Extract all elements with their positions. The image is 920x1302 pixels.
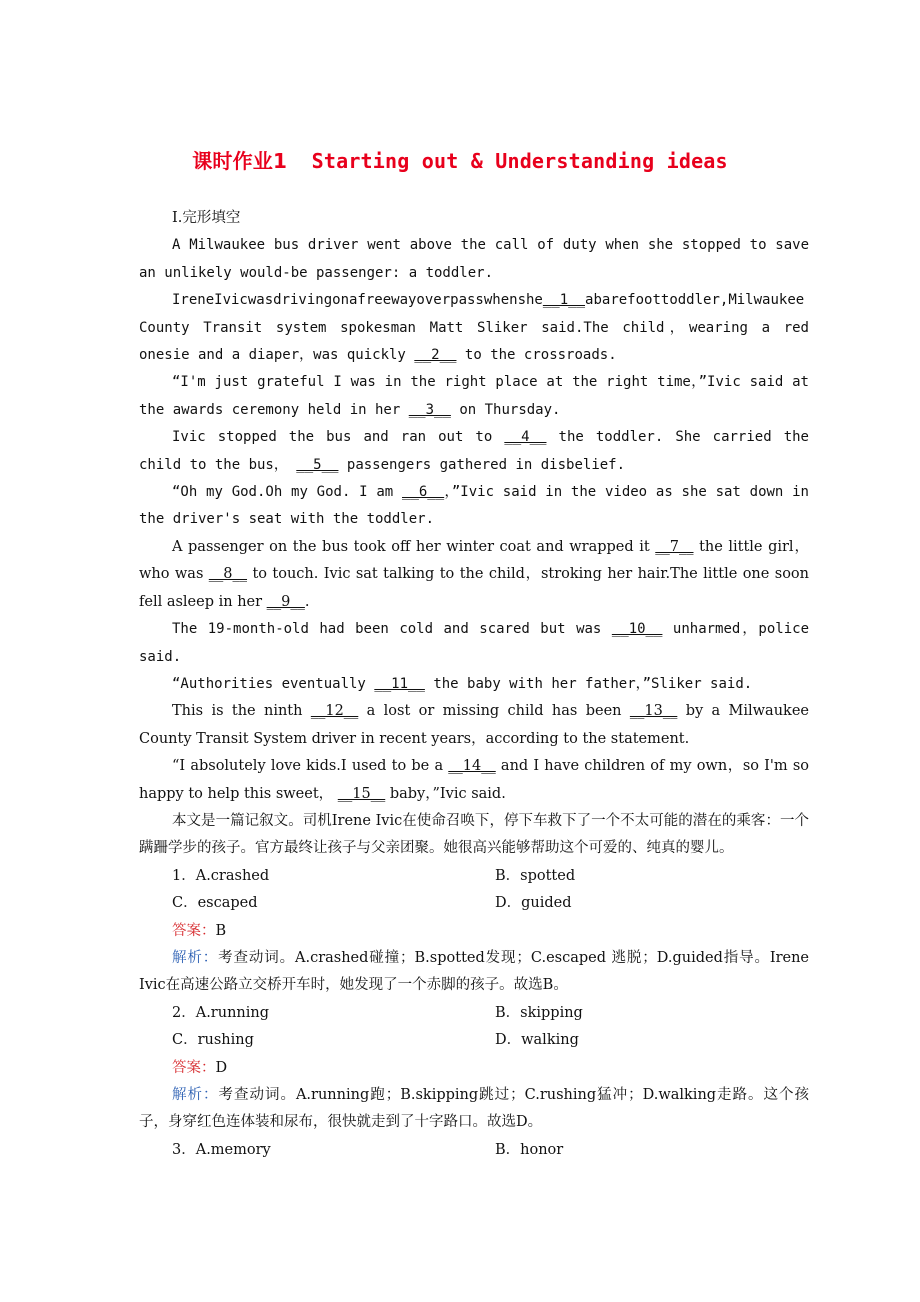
passage-paragraph — [139, 671, 809, 698]
passage-paragraph — [139, 369, 809, 424]
page-title — [0, 145, 920, 174]
question-1-options-row-2 — [139, 890, 809, 917]
passage-text: “Oh my God.Oh my God. I am — [172, 484, 394, 501]
title-chinese: 课时作业1 — [192, 149, 288, 173]
passage-text: unharmed，police said. — [139, 621, 809, 665]
explanation — [139, 945, 809, 1000]
explanation-text: 考查动词。A.crashed碰撞；B.spotted发现；C.escaped 逃脱；D.guided指导。Irene Ivic在高速公路立交桥开车时，她发现了一个赤脚的孩子。故选B。 — [139, 949, 809, 994]
passage-text: and I have children of my own，so I'm so happy to help this sweet， — [139, 758, 810, 802]
passage-text: a lost or missing child has been — [366, 703, 622, 720]
blank-15: __15__ — [337, 785, 386, 802]
passage-text: the toddler. She carried the child to the bus， — [139, 429, 809, 473]
answer-label: 答案： — [172, 922, 216, 939]
blank-7: __7__ — [655, 538, 694, 555]
option-a: 1．A.crashed — [172, 867, 270, 884]
passage-text: . — [304, 593, 310, 610]
passage-paragraph — [139, 753, 809, 808]
blank-2: __2__ — [414, 347, 457, 364]
passage-text: “I absolutely love kids.I used to be a — [172, 758, 444, 775]
question-1-options-row-1 — [139, 863, 809, 890]
passage-text: abarefoottoddler,Milwaukee County Transit system spokesman Matt Sliker said.The child，wearing a red onesie and a diaper，was quickly — [139, 292, 809, 364]
option-d: D．walking — [495, 1032, 579, 1049]
passage-text: on Thursday. — [459, 401, 561, 418]
passage-paragraph — [139, 616, 809, 671]
answer-value: D — [215, 1059, 228, 1076]
blank-13: __13__ — [629, 703, 678, 720]
passage-text: the little girl，who was — [139, 538, 810, 583]
blank-4: __4__ — [504, 429, 547, 446]
passage-text: passengers gathered in disbelief. — [346, 456, 626, 473]
blank-12: __12__ — [310, 703, 359, 720]
passage-text: ，”Ivic said in the video as she sat down in the driver's seat with the toddler. — [139, 484, 809, 528]
passage-paragraph — [139, 698, 809, 753]
blank-8: __8__ — [208, 566, 248, 583]
title-english: Starting out & Understanding ideas — [311, 149, 728, 173]
passage-paragraph — [139, 424, 809, 479]
passage-text: IreneIvicwasdrivingonafreewayoverpasswhenshe — [172, 292, 543, 309]
explanation-label: 解析： — [172, 1087, 219, 1103]
passage-text: baby，”Ivic said. — [389, 785, 506, 802]
passage-paragraph: A Milwaukee bus driver went above the call of duty when she stopped to save an unlikely would-be passenger: a toddler. — [139, 237, 809, 281]
passage-paragraph — [139, 479, 809, 534]
passage-summary: 本文是一篇记叙文。司机Irene Ivic在使命召唤下，停下车救下了一个不太可能的潜在的乘客：一个蹒跚学步的孩子。官方最终让孩子与父亲团聚。她很高兴能够帮助这个可爱的、纯真的婴儿。 — [139, 812, 809, 857]
passage-text: to the crossroads. — [464, 347, 617, 364]
passage-text: the baby with her father，”Sliker said. — [433, 675, 753, 692]
blank-10: __10__ — [611, 621, 663, 638]
passage-text: This is the ninth — [172, 703, 303, 720]
explanation-label: 解析： — [172, 949, 219, 966]
passage-text: “I'm just grateful I was in the right place at the right time，”Ivic said at the awards ceremony held in her — [139, 374, 809, 418]
option-b: B．spotted — [495, 867, 576, 884]
option-b: B．skipping — [495, 1004, 583, 1021]
passage-text: A passenger on the bus took off her winter coat and wrapped it — [172, 538, 650, 555]
option-c: C．escaped — [172, 895, 258, 912]
explanation — [139, 1082, 809, 1137]
option-d: D．guided — [495, 895, 572, 912]
answer-line — [139, 918, 809, 945]
document-body — [139, 205, 809, 1164]
answer-value: B — [215, 922, 227, 939]
blank-11: __11__ — [374, 675, 425, 692]
answer-label: 答案： — [172, 1059, 216, 1076]
explanation-text: 考查动词。A.running跑；B.skipping跳过；C.rushing猛冲；D.walking走路。这个孩子，身穿红色连体装和尿布，很快就走到了十字路口。故选D。 — [139, 1087, 810, 1131]
option-a: 2．A.running — [172, 1004, 270, 1021]
option-c: C．rushing — [172, 1032, 254, 1049]
passage-text: to touch. Ivic sat talking to the child，stroking her hair.The little one soon fell asleep in her — [139, 566, 809, 610]
passage-paragraph — [139, 534, 809, 616]
blank-3: __3__ — [408, 401, 451, 418]
blank-5: __5__ — [296, 456, 339, 473]
passage-text: Ivic stopped the bus and ran out to — [172, 429, 493, 446]
passage-paragraph — [139, 287, 809, 369]
section-heading: Ⅰ.完形填空 — [172, 210, 241, 226]
blank-1: __1__ — [542, 292, 586, 309]
passage-text: “Authorities eventually — [172, 675, 366, 692]
question-2-options-row-1 — [139, 1000, 809, 1027]
passage-text: by a Milwaukee County Transit System driver in recent years，according to the statement. — [139, 703, 809, 747]
question-3-options-row-1 — [139, 1137, 809, 1164]
answer-line — [139, 1055, 809, 1082]
option-a: 3．A.memory — [172, 1141, 271, 1158]
blank-9: __9__ — [266, 593, 305, 610]
option-b: B．honor — [495, 1141, 564, 1158]
passage-text: The 19-month-old had been cold and scared but was — [172, 621, 602, 638]
question-2-options-row-2 — [139, 1027, 809, 1054]
blank-14: __14__ — [448, 758, 496, 775]
blank-6: __6__ — [402, 484, 445, 501]
